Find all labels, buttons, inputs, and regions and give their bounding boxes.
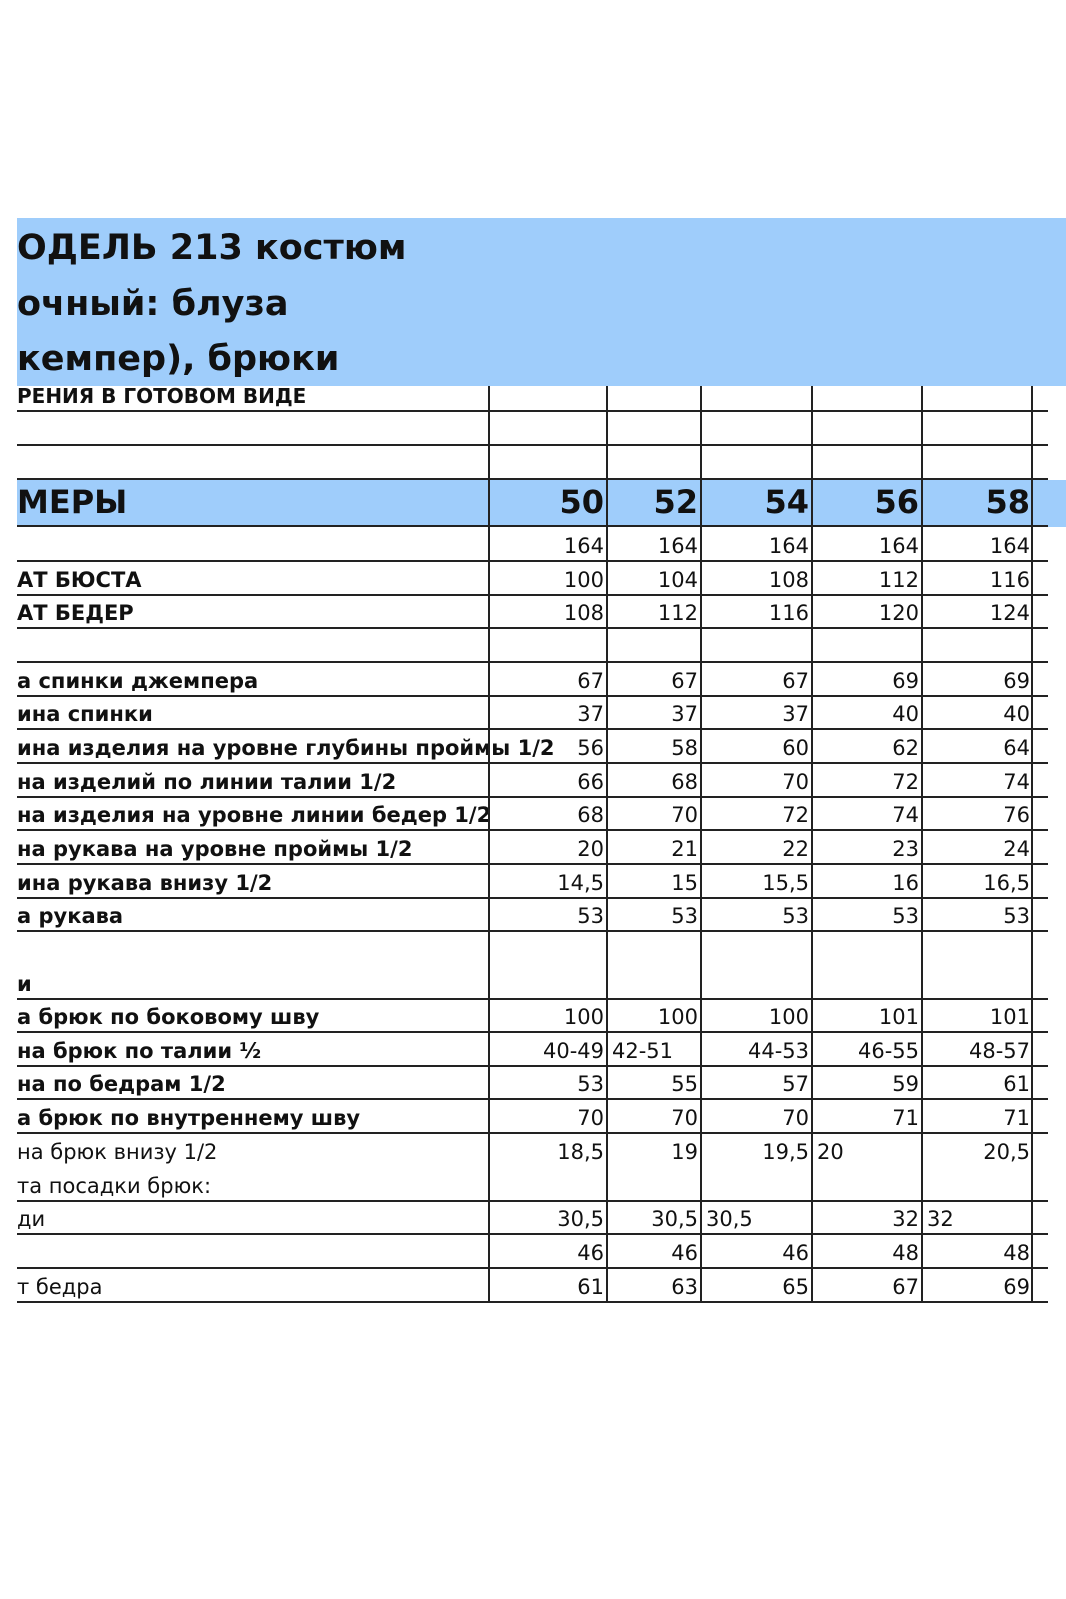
value-cell: 46: [782, 1241, 809, 1265]
row-label: ина изделия на уровне глубины проймы 1/2: [17, 736, 555, 760]
table-row: [17, 730, 1066, 764]
value-cell: 22: [782, 837, 809, 861]
value-cell: 164: [563, 534, 604, 558]
table-row: [17, 1202, 1066, 1235]
value-cell: 40: [892, 702, 919, 726]
value-cell: 69: [1003, 1275, 1030, 1299]
row-label: ди: [17, 1207, 46, 1231]
value-cell: 53: [577, 1072, 604, 1096]
value-cell: 70: [782, 1106, 809, 1130]
value-cell: 68: [577, 803, 604, 827]
value-cell: 58: [671, 736, 698, 760]
title-band: [17, 218, 1066, 386]
value-cell: 62: [892, 736, 919, 760]
table-row: [17, 865, 1066, 899]
value-cell: 112: [657, 601, 698, 625]
table-row: [17, 932, 1066, 1000]
subtitle: РЕНИЯ В ГОТОВОМ ВИДЕ: [17, 384, 307, 408]
value-cell: 19,5: [762, 1140, 809, 1164]
value-cell: 63: [671, 1275, 698, 1299]
value-cell: 72: [892, 770, 919, 794]
value-cell: 15: [671, 871, 698, 895]
row-label: АТ БЕДЕР: [17, 601, 134, 625]
table-row: [17, 527, 1066, 562]
value-cell: 116: [989, 568, 1030, 592]
row-label: на изделий по линии талии 1/2: [17, 770, 397, 794]
size-header-cell: 58: [985, 483, 1030, 521]
value-cell: 101: [989, 1005, 1030, 1029]
value-cell: 53: [892, 904, 919, 928]
value-cell: 61: [577, 1275, 604, 1299]
table-row: [17, 562, 1066, 596]
value-cell: 70: [782, 770, 809, 794]
table-row: [17, 663, 1066, 697]
value-cell: 46-55: [857, 1039, 919, 1063]
row-label: т бедра: [17, 1275, 103, 1299]
value-cell: 116: [768, 601, 809, 625]
table-row: [17, 1067, 1066, 1100]
value-cell: 44-53: [747, 1039, 809, 1063]
value-cell: 59: [892, 1072, 919, 1096]
value-cell: 55: [671, 1072, 698, 1096]
size-header-cell: 56: [874, 483, 919, 521]
table-row: [17, 764, 1066, 798]
value-cell: 32: [892, 1207, 919, 1231]
value-cell: 67: [892, 1275, 919, 1299]
value-cell: 67: [577, 669, 604, 693]
value-cell: 16: [892, 871, 919, 895]
value-cell: 67: [782, 669, 809, 693]
value-cell: 164: [768, 534, 809, 558]
row-label: ина рукава внизу 1/2: [17, 871, 273, 895]
value-cell: 74: [892, 803, 919, 827]
size-header-cell: 52: [653, 483, 698, 521]
row-label: на рукава на уровне проймы 1/2: [17, 837, 413, 861]
model-title-line-2: очный: блуза: [17, 284, 289, 324]
value-cell: 37: [782, 702, 809, 726]
value-cell: 70: [671, 803, 698, 827]
value-cell: 18,5: [557, 1140, 604, 1164]
value-cell: 46: [671, 1241, 698, 1265]
column-divider: [811, 386, 813, 1303]
value-cell: 30,5: [557, 1207, 604, 1231]
column-divider: [921, 386, 923, 1303]
sizes-label: МЕРЫ: [17, 483, 128, 521]
empty-row: [17, 446, 1066, 480]
value-cell: 14,5: [557, 871, 604, 895]
sizes-header-row: [17, 480, 1066, 527]
table-row: [17, 1033, 1066, 1067]
row-label: на изделия на уровне линии бедер 1/2: [17, 803, 492, 827]
value-cell: 74: [1003, 770, 1030, 794]
value-cell: 48: [1003, 1241, 1030, 1265]
row-label: и: [17, 972, 32, 996]
value-cell: 20,5: [983, 1140, 1030, 1164]
table-row: [17, 1269, 1066, 1303]
row-label: та посадки брюк:: [17, 1174, 212, 1198]
model-title-line-3: кемпер), брюки: [17, 339, 340, 379]
value-cell: 66: [577, 770, 604, 794]
value-cell: 71: [892, 1106, 919, 1130]
value-cell: 21: [671, 837, 698, 861]
value-cell: 56: [577, 736, 604, 760]
value-cell: 20: [577, 837, 604, 861]
value-cell: 70: [577, 1106, 604, 1130]
value-cell: 23: [892, 837, 919, 861]
table-row: [17, 798, 1066, 831]
value-cell: 65: [782, 1275, 809, 1299]
table-row: [17, 1100, 1066, 1134]
value-cell: 108: [768, 568, 809, 592]
table-row: [17, 831, 1066, 865]
value-cell: 57: [782, 1072, 809, 1096]
value-cell: 68: [671, 770, 698, 794]
value-cell: 104: [657, 568, 698, 592]
value-cell: 164: [878, 534, 919, 558]
row-divider: [17, 1301, 1048, 1303]
empty-row: [17, 412, 1066, 446]
value-cell: 108: [563, 601, 604, 625]
column-divider: [488, 386, 490, 1303]
value-cell: 100: [768, 1005, 809, 1029]
value-cell: 16,5: [983, 871, 1030, 895]
value-cell: 70: [671, 1106, 698, 1130]
table-row: [17, 899, 1066, 932]
value-cell: 30,5: [651, 1207, 698, 1231]
value-cell: 32: [927, 1207, 954, 1231]
table-row: [17, 596, 1066, 629]
value-cell: 76: [1003, 803, 1030, 827]
value-cell: 112: [878, 568, 919, 592]
value-cell: 100: [563, 1005, 604, 1029]
value-cell: 164: [989, 534, 1030, 558]
table-row: [17, 697, 1066, 730]
size-header-cell: 50: [559, 483, 604, 521]
model-title-line-1: ОДЕЛЬ 213 костюм: [17, 228, 407, 268]
subtitle-row: [17, 386, 1066, 412]
value-cell: 120: [878, 601, 919, 625]
value-cell: 46: [577, 1241, 604, 1265]
row-label: на брюк по талии ½: [17, 1039, 262, 1063]
value-cell: 19: [671, 1140, 698, 1164]
row-label: а рукава: [17, 904, 124, 928]
value-cell: 100: [657, 1005, 698, 1029]
value-cell: 15,5: [762, 871, 809, 895]
value-cell: 37: [671, 702, 698, 726]
value-cell: 53: [577, 904, 604, 928]
value-cell: 53: [782, 904, 809, 928]
value-cell: 48: [892, 1241, 919, 1265]
table-row: [17, 1168, 1066, 1202]
value-cell: 72: [782, 803, 809, 827]
value-cell: 69: [892, 669, 919, 693]
value-cell: 124: [989, 601, 1030, 625]
value-cell: 71: [1003, 1106, 1030, 1130]
value-cell: 24: [1003, 837, 1030, 861]
column-divider: [1031, 386, 1033, 1303]
value-cell: 40-49: [542, 1039, 604, 1063]
table-row: [17, 1000, 1066, 1033]
row-label: а спинки джемпера: [17, 669, 259, 693]
row-label: АТ БЮСТА: [17, 568, 142, 592]
table-row: [17, 1235, 1066, 1269]
value-cell: 20: [817, 1140, 844, 1164]
value-cell: 69: [1003, 669, 1030, 693]
value-cell: 48-57: [968, 1039, 1030, 1063]
value-cell: 164: [657, 534, 698, 558]
table-row: [17, 629, 1066, 663]
column-divider: [700, 386, 702, 1303]
row-label: а брюк по внутреннему шву: [17, 1106, 361, 1130]
row-label: на по бедрам 1/2: [17, 1072, 226, 1096]
row-label: а брюк по боковому шву: [17, 1005, 320, 1029]
value-cell: 67: [671, 669, 698, 693]
size-header-cell: 54: [764, 483, 809, 521]
table-row: [17, 1134, 1066, 1168]
value-cell: 40: [1003, 702, 1030, 726]
value-cell: 37: [577, 702, 604, 726]
value-cell: 64: [1003, 736, 1030, 760]
value-cell: 100: [563, 568, 604, 592]
value-cell: 53: [671, 904, 698, 928]
value-cell: 60: [782, 736, 809, 760]
row-label: ина спинки: [17, 702, 153, 726]
value-cell: 30,5: [706, 1207, 753, 1231]
value-cell: 101: [878, 1005, 919, 1029]
value-cell: 61: [1003, 1072, 1030, 1096]
value-cell: 53: [1003, 904, 1030, 928]
row-label: на брюк внизу 1/2: [17, 1140, 218, 1164]
column-divider: [606, 386, 608, 1303]
value-cell: 42-51: [612, 1039, 674, 1063]
